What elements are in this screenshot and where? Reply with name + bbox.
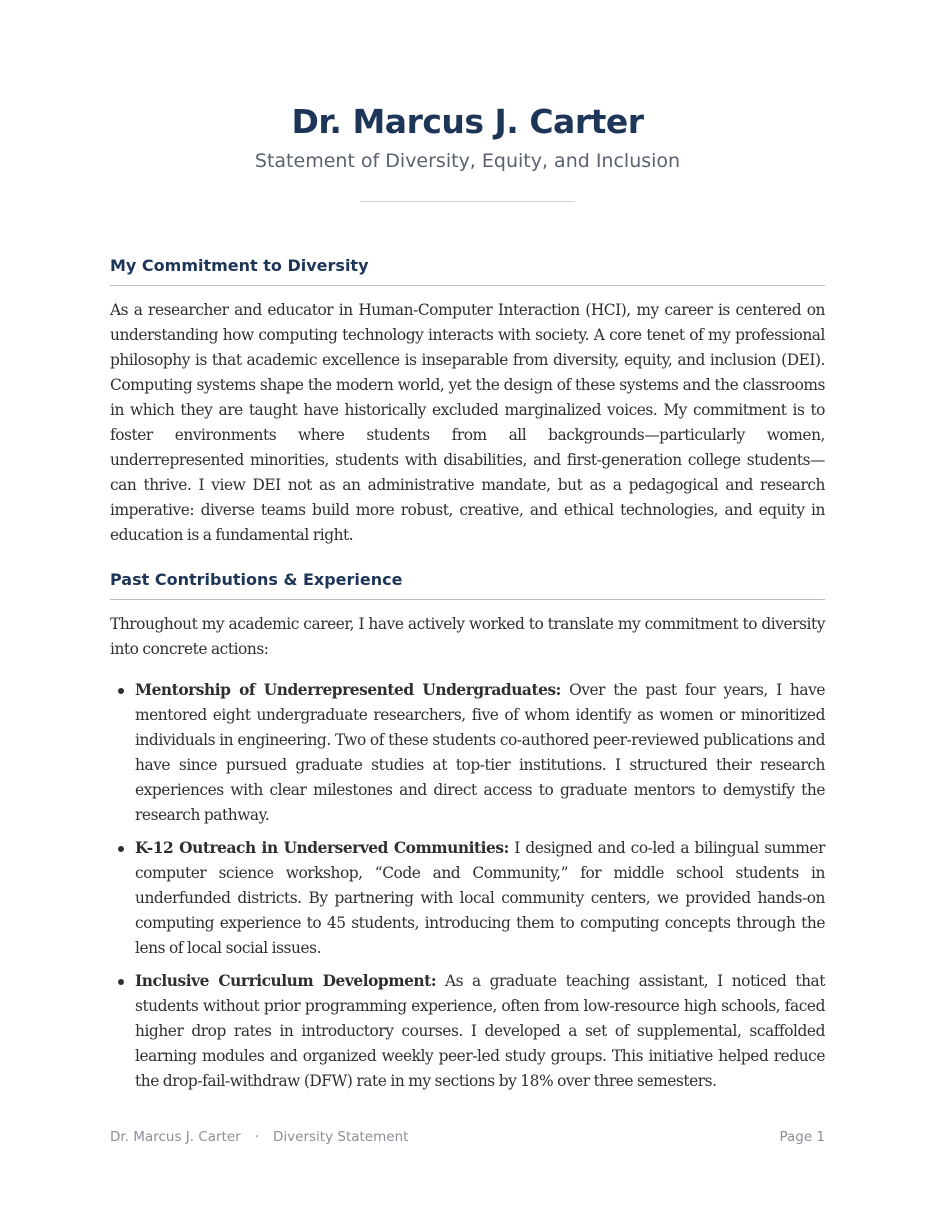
page-footer — [110, 1129, 825, 1149]
list-item-title: K-12 Outreach in Underserved Communities: — [135, 839, 509, 857]
list-item — [110, 836, 825, 961]
footer-author: Dr. Marcus J. Carter — [110, 1129, 241, 1145]
contributions-list — [110, 678, 825, 1094]
section-heading: Past Contributions & Experience — [110, 568, 825, 600]
section-paragraph: As a researcher and educator in Human-Computer Interaction (HCI), my career is centered on understanding how computing technology interacts with society. A core tenet of my professional philosophy is that academic excellence is inseparable from diversity, equity, and inclusion (DEI). Computing systems shape the modern world, yet the design of these systems and the classrooms in which they are taught have historically excluded marginalized voices. My commitment is to foster environments where students from all backgrounds—particularly women, underrepresented minorities, students with disabilities, and first-generation college students—can thrive. I view DEI not as an administrative mandate, but as a pedagogical and research imperative: diverse teams build more robust, creative, and ethical technologies, and equity in education is a fundamental right. — [110, 301, 825, 544]
document-body — [110, 254, 825, 1102]
bullet-icon — [118, 688, 124, 694]
section-commitment — [110, 254, 825, 548]
bullet-icon — [118, 979, 124, 985]
list-item-text: I designed and co-led a bilingual summer computer science workshop, “Code and Community,” for middle school students in underfunded districts. By partnering with local community centers, we provided hands-on computing experience to 45 students, introducing them to computing concepts through the lens of local social issues. — [135, 839, 825, 957]
page-number: Page 1 — [779, 1129, 825, 1145]
section-contributions — [110, 568, 825, 1094]
footer-left — [110, 1129, 408, 1145]
author-name: Dr. Marcus J. Carter — [291, 102, 644, 141]
list-item-title: Mentorship of Underrepresented Undergraduates: — [135, 681, 561, 699]
list-item — [110, 969, 825, 1094]
section-paragraph: Throughout my academic career, I have actively worked to translate my commitment to diversity into concrete actions: — [110, 615, 825, 658]
footer-separator: · — [254, 1129, 260, 1145]
list-item — [110, 678, 825, 828]
list-item-text: As a graduate teaching assistant, I noticed that students without prior programming experience, often from low-resource high schools, faced higher drop rates in introductory courses. I developed a set of supplemental, scaffolded learning modules and organized weekly peer-led study groups. This initiative helped reduce the drop-fail-withdraw (DFW) rate in my sections by 18% over three semesters. — [135, 972, 825, 1090]
list-item-text: Over the past four years, I have mentored eight undergraduate researchers, five of whom identify as women or minoritized individuals in engineering. Two of these students co-authored peer-reviewed publications and have since pursued graduate studies at top-tier institutions. I structured their research experiences with clear milestones and direct access to graduate mentors to demystify the research pathway. — [135, 681, 825, 824]
footer-doc-title: Diversity Statement — [273, 1129, 409, 1145]
bullet-icon — [118, 846, 124, 852]
document-header — [0, 100, 935, 174]
document-subtitle: Statement of Diversity, Equity, and Inclusion — [254, 150, 681, 172]
list-item-title: Inclusive Curriculum Development: — [135, 972, 437, 990]
header-divider — [360, 201, 575, 202]
section-heading: My Commitment to Diversity — [110, 254, 825, 286]
